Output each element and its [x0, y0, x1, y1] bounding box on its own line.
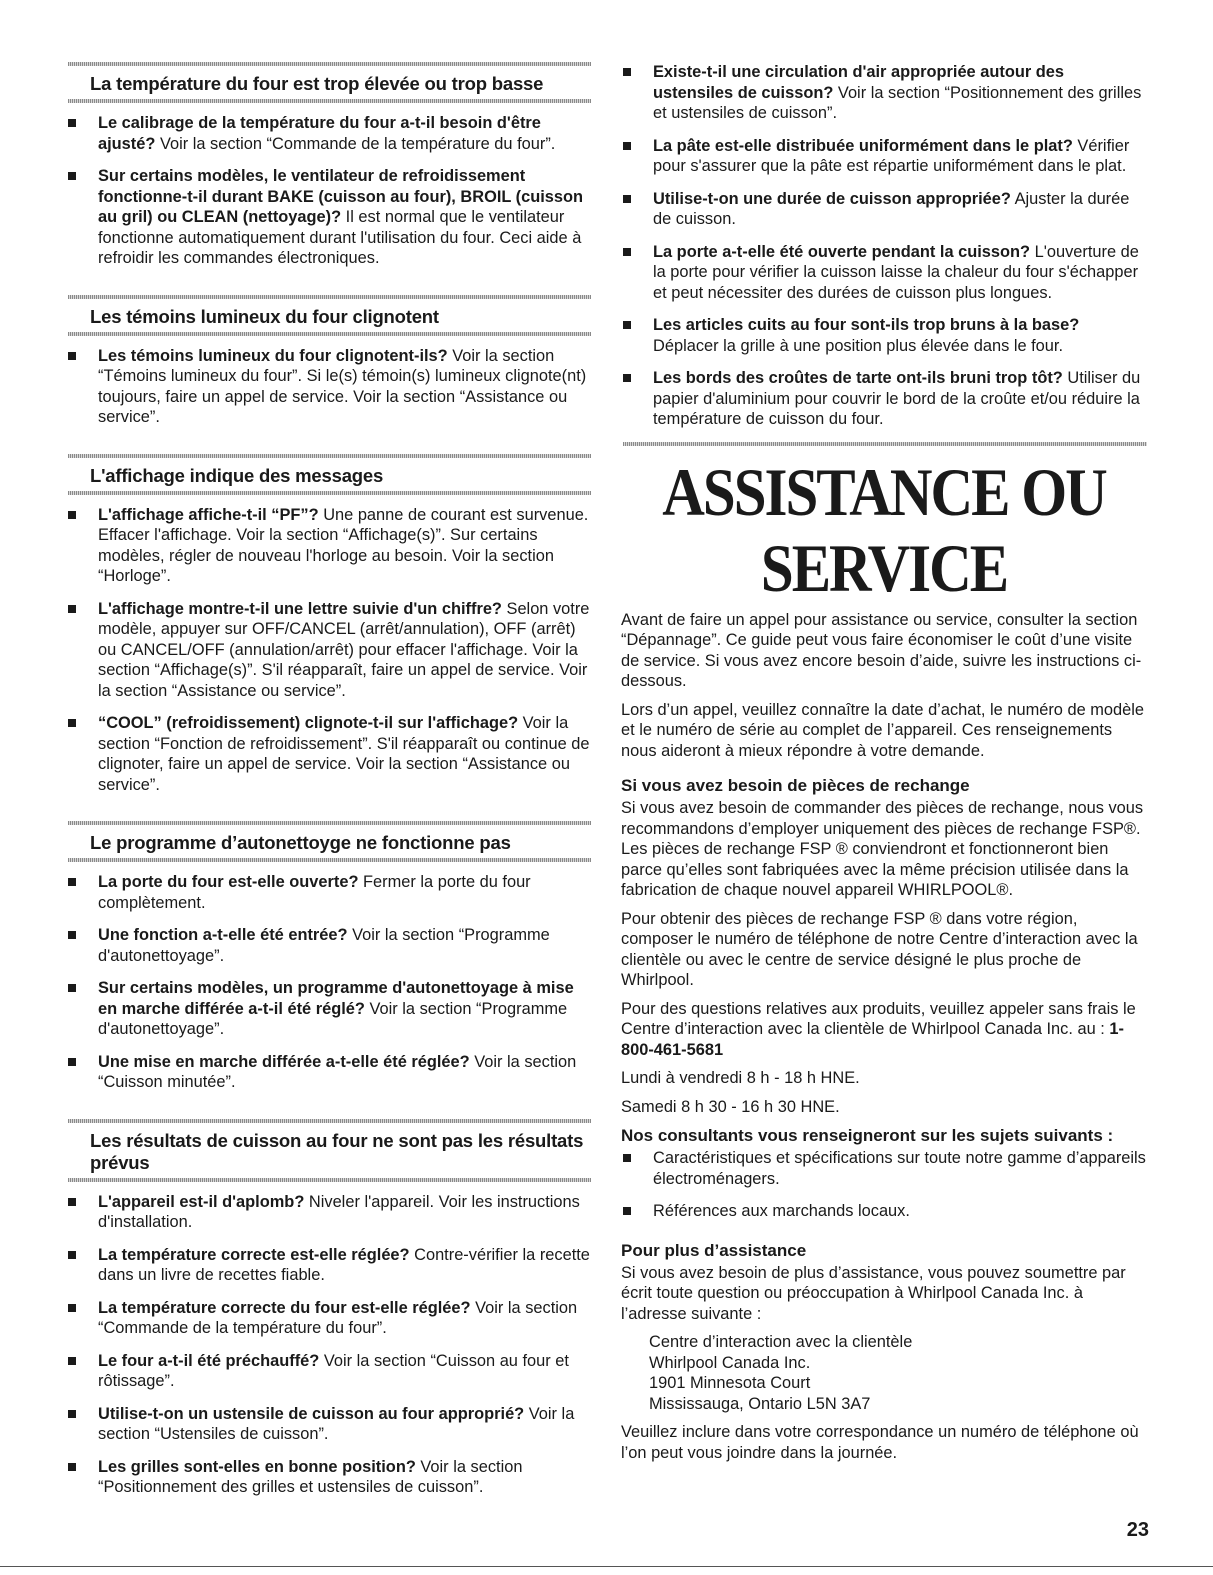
question-text: Le four a-t-il été préchauffé?: [98, 1351, 320, 1370]
answer-text: Une panne de courant est survenue. Effacer l'affichage. Voir la section “Affichage(s)”. Sur certains modèles, régler de nouveau l'horloge au besoin. Voir la section “Horloge”.: [98, 505, 589, 585]
list-item: [66, 113, 591, 154]
more-help-heading: Pour plus d’assistance: [621, 1240, 807, 1260]
parts-paragraph-3-text: Pour des questions relatives aux produits, veuillez appeler sans frais le Centre d’interaction avec la clientèle de Whirlpool Canada Inc. au :: [621, 999, 1136, 1038]
question-text: “COOL” (refroidissement) clignote-t-il sur l'affichage?: [98, 714, 519, 732]
list-item: [66, 1245, 591, 1286]
question-text: Le calibrage de la température du four a-t-il besoin d'être ajusté?: [98, 114, 541, 153]
list-item: [621, 368, 1147, 430]
question-text: Les grilles sont-elles en bonne position?: [98, 1457, 416, 1476]
answer-text: Voir la section “Commande de la température du four”.: [155, 134, 556, 153]
section-gap: [66, 1105, 591, 1119]
intro-paragraph-2: Lors d’un appel, veuillez connaître la date d’achat, le numéro de modèle et le numéro de série au complet de l’appareil. Ces renseignements nous aideront à mieux répondre à votre demande.: [621, 700, 1145, 760]
section-title: Les témoins lumineux du four clignotent: [90, 305, 439, 327]
mailing-address: [621, 1332, 1147, 1414]
question-text: La porte a-t-elle été ouverte pendant la cuisson?: [653, 242, 1031, 261]
list-item: [66, 1298, 591, 1339]
question-text: Une fonction a-t-elle été entrée?: [98, 926, 348, 944]
question-text: L'affichage affiche-t-il “PF”?: [98, 505, 319, 524]
question-text: La température correcte du four est-elle réglée?: [98, 1298, 471, 1317]
list-item: [66, 925, 591, 966]
section-heading: [66, 454, 591, 495]
parts-paragraph-2: Pour obtenir des pièces de rechange FSP ® dans votre région, composer le numéro de téléphone de notre Centre d’interaction avec la clientèle ou avec le centre de service désigné le plus proche de Whirlpool.: [621, 909, 1138, 989]
answer-text: Déplacer la grille à une position plus élevée dans le four.: [653, 336, 1064, 355]
list-item: [66, 166, 591, 269]
hours-saturday: Samedi 8 h 30 - 16 h 30 HNE.: [621, 1097, 840, 1116]
answer-text: Voir la section “Programme d'autonettoyage”.: [98, 999, 568, 1038]
address-line: 1901 Minnesota Court: [649, 1374, 811, 1392]
list-item: [66, 1404, 591, 1445]
answer-text: Voir la section “Fonction de refroidissement”. S'il réapparaît ou continue de clignoter, faire un appel de service. Voir la section “Assistance ou service”.: [98, 714, 590, 794]
list-item: [66, 978, 591, 1040]
question-text: La température correcte est-elle réglée?: [98, 1245, 410, 1264]
section-list: [66, 505, 591, 796]
section-heading: [66, 62, 591, 103]
address-line: Centre d’interaction avec la clientèle: [649, 1333, 913, 1351]
answer-text: Selon votre modèle, appuyer sur OFF/CANCEL (arrêt/annulation), OFF (arrêt) ou CANCEL/OFF (annulation/arrêt) pour effacer l'affichage. Voir la section “Affichage(s)”. S'il réapparaît, faire un appel de service. Voir la section “Assistance ou service”.: [98, 599, 590, 700]
answer-text: L'ouverture de la porte pour vérifier la cuisson laisse la chaleur du four s'échapper et peut nécessiter des durées de cuisson plus longues.: [653, 242, 1139, 302]
answer-text: Voir la section “Témoins lumineux du four”. Si le(s) témoin(s) lumineux clignote(nt) toujours, faire un appel de service. Voir la section “Assistance ou service”.: [98, 346, 587, 426]
question-text: Les bords des croûtes de tarte ont-ils bruni trop tôt?: [653, 369, 1063, 387]
parts-paragraph-3: [621, 999, 1147, 1061]
bottom-rule: [0, 1566, 1213, 1567]
closing-paragraph: Veuillez inclure dans votre correspondance un numéro de téléphone où l’on peut vous joindre dans la journée.: [621, 1423, 1139, 1462]
question-text: Utilise-t-on une durée de cuisson appropriée?: [653, 189, 1011, 208]
answer-text: Voir la section “Cuisson minutée”.: [98, 1052, 577, 1091]
left-column: [66, 62, 591, 1524]
list-item: [66, 713, 591, 795]
section-title: La température du four est trop élevée ou trop basse: [90, 73, 544, 94]
consultants-list: [621, 1148, 1147, 1222]
answer-text: Utiliser du papier d'aluminium pour couvrir le bord de la croûte et/ou réduire la température de cuisson du four.: [653, 369, 1141, 428]
right-column: [621, 62, 1147, 1471]
list-item: [66, 1351, 591, 1392]
page-title: ASSISTANCE OU SERVICE: [662, 453, 1106, 606]
section-heading: [66, 295, 591, 336]
answer-text: Il est normal que le ventilateur fonctionne automatiquement durant l'utilisation du four. Ceci aide à refroidir les commandes électroniques.: [98, 208, 582, 267]
answer-text: Voir la section “Programme d'autonettoyage”.: [98, 926, 550, 965]
answer-text: Ajuster la durée de cuisson.: [653, 189, 1130, 228]
answer-text: Voir la section “Positionnement des grilles et ustensiles de cuisson”.: [98, 1457, 523, 1496]
address-line: Mississauga, Ontario L5N 3A7: [649, 1394, 871, 1413]
section-heading: [66, 821, 591, 862]
question-text: Une mise en marche différée a-t-elle été réglée?: [98, 1052, 470, 1071]
question-text: Les articles cuits au four sont-ils trop bruns à la base?: [653, 316, 1080, 334]
answer-text: Voir la section “Ustensiles de cuisson”.: [98, 1404, 575, 1443]
more-help-paragraph: Si vous avez besoin de plus d’assistance, vous pouvez soumettre par écrit toute question ou préoccupation à Whirlpool Canada Inc. à l’adresse suivante :: [621, 1263, 1126, 1323]
page-number: 23: [1126, 1519, 1149, 1541]
question-text: L'appareil est-il d'aplomb?: [98, 1192, 305, 1211]
answer-text: Vérifier pour s'assurer que la pâte est répartie uniformément dans le plat.: [653, 136, 1130, 175]
answer-text: Voir la section “Cuisson au four et rôtissage”.: [98, 1351, 569, 1390]
list-item: [66, 1052, 591, 1093]
section-list: [66, 346, 591, 428]
list-item: Caractéristiques et spécifications sur toute notre gamme d’appareils électroménagers.: [621, 1148, 1147, 1189]
list-item: [66, 505, 591, 587]
list-item: [621, 315, 1147, 356]
answer-text: Voir la section “Positionnement des grilles et ustensiles de cuisson”.: [653, 83, 1142, 122]
list-item: [621, 136, 1147, 177]
list-item: [621, 242, 1147, 304]
section-gap: [66, 1510, 591, 1524]
consultants-heading: Nos consultants vous renseigneront sur les sujets suivants :: [621, 1126, 1114, 1145]
section-title: L'affichage indique des messages: [90, 464, 384, 486]
list-item: [66, 346, 591, 428]
section-divider: [68, 99, 591, 103]
section-heading: [66, 1119, 591, 1182]
answer-text: Contre-vérifier la recette dans un livre de recettes fiable.: [98, 1245, 590, 1284]
question-text: Existe-t-il une circulation d'air appropriée autour des ustensiles de cuisson?: [653, 63, 1065, 102]
section-divider: [68, 491, 591, 495]
question-text: Les témoins lumineux du four clignotent-ils?: [98, 346, 448, 365]
section-gap: [66, 440, 591, 454]
question-text: Utilise-t-on un ustensile de cuisson au four approprié?: [98, 1404, 525, 1423]
list-item: [66, 599, 591, 702]
section-divider: [68, 1178, 591, 1182]
section-list: [66, 1192, 591, 1498]
phone-number: 1-800-461-5681: [621, 1020, 1124, 1059]
answer-text: Niveler l'appareil. Voir les instructions d'installation.: [98, 1192, 580, 1231]
list-item: Références aux marchands locaux.: [621, 1201, 1147, 1222]
section-divider: [623, 442, 1147, 446]
section-list: [66, 113, 591, 269]
section-list: [66, 872, 591, 1093]
question-text: Sur certains modèles, un programme d'autonettoyage à mise en marche différée a-t-il été réglé?: [98, 979, 574, 1018]
question-text: L'affichage montre-t-il une lettre suivie d'un chiffre?: [98, 599, 502, 618]
right-troubleshoot-list: [621, 62, 1147, 430]
section-title: Les résultats de cuisson au four ne sont pas les résultats prévus: [90, 1129, 584, 1173]
list-item: [621, 62, 1147, 124]
parts-heading: Si vous avez besoin de pièces de rechange: [621, 776, 970, 795]
question-text: La porte du four est-elle ouverte?: [98, 873, 359, 891]
list-item: [66, 1192, 591, 1233]
list-item: [66, 1457, 591, 1498]
list-item: [66, 872, 591, 913]
section-divider: [68, 858, 591, 862]
hours-weekday: Lundi à vendredi 8 h - 18 h HNE.: [621, 1069, 860, 1087]
question-text: Sur certains modèles, le ventilateur de refroidissement fonctionne-t-il durant BAKE (cuisson au four), BROIL (cuisson au gril) ou CLEAN (nettoyage)?: [98, 167, 584, 226]
section-gap: [66, 281, 591, 295]
section-gap: [66, 807, 591, 821]
answer-text: Voir la section “Commande de la température du four”.: [98, 1298, 578, 1337]
intro-paragraph-1: Avant de faire un appel pour assistance ou service, consulter la section “Dépannage”. Ce guide peut vous faire économiser le coût d’une visite de service. Si vous avez encore besoin d’aide, suivre les instructions ci-dessous.: [621, 610, 1142, 690]
section-divider: [68, 332, 591, 336]
parts-paragraph-1: Si vous avez besoin de commander des pièces de rechange, nous vous recommandons d’employer uniquement des pièces de rechange FSP®. Les pièces de rechange FSP ® conviendront et fonctionneront bien parce qu’elles sont fabriquées avec la même précision utilisée dans la fabrication de chaque nouvel appareil WHIRLPOOL®.: [621, 799, 1144, 899]
address-line: Whirlpool Canada Inc.: [649, 1353, 811, 1372]
list-item: [621, 189, 1147, 230]
answer-text: Fermer la porte du four complètement.: [98, 873, 531, 912]
question-text: La pâte est-elle distribuée uniformément dans le plat?: [653, 136, 1073, 155]
section-title: Le programme d’autonettoyge ne fonctionne pas: [90, 832, 511, 853]
